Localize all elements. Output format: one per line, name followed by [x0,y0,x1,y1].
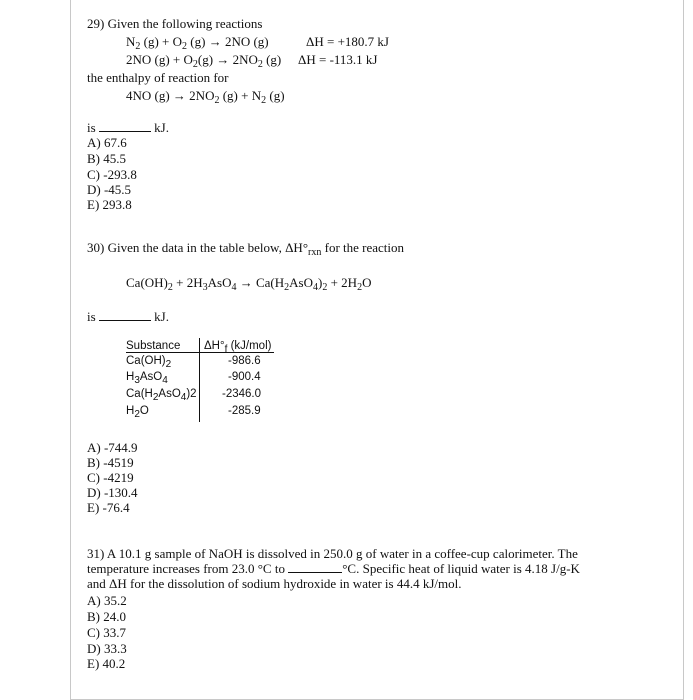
table-header-rule-right [200,352,274,353]
q29-dh-1: ΔH = +180.7 kJ [306,34,389,49]
q30-reaction: $Ca(OH)_2 + 2H_3AsO_4 \to Ca(H_2AsO_4)_2 + 2H_2O$ [126,275,372,293]
q29-answer-blank[interactable] [99,120,151,132]
q30-choice-a[interactable]: A) -744.9 [87,440,138,455]
q31-line-3: and ΔH for the dissolution of sodium hydroxide in water is 44.4 kJ/mol. [87,576,462,591]
q29-choice-a[interactable]: A) 67.6 [87,135,127,150]
q29-reaction-1: $N_2$ $(g) + O_2$ (g) → 2NO (g) [126,34,269,52]
table-row-4-value: -285.9 [228,405,261,417]
table-header-substance: Substance [126,340,181,352]
table-divider [199,338,200,422]
table-header-rule-left [126,352,200,353]
q29-prompt: 29) Given the following reactions [87,16,263,31]
q31-choice-e[interactable]: E) 40.2 [87,656,126,671]
q31-choice-c[interactable]: C) 33.7 [87,625,126,640]
q31-choice-b[interactable]: B) 24.0 [87,609,126,624]
q31-answer-blank[interactable] [288,561,342,573]
q30-choice-c[interactable]: C) -4219 [87,470,134,485]
q30-prompt: 30) Given the data in the table below, $\Delta H^\circ_{rxn}$ for the reaction [87,240,405,258]
q30-choice-d[interactable]: D) -130.4 [87,485,138,500]
table-header-enthalpy: $\Delta H^\circ_f$ (kJ/mol) [204,340,272,355]
table-row-3-value: -2346.0 [222,388,262,400]
q30-answer-blank[interactable] [99,309,151,321]
q29-enthalpy-text: the enthalpy of reaction for [87,70,229,85]
table-row-1-value: -986.6 [228,355,261,367]
q29-choice-c[interactable]: C) -293.8 [87,167,137,182]
q29-dh-2: ΔH = -113.1 kJ [298,52,378,67]
table-row-3-substance: $Ca(H_2AsO_4)2$ [126,388,197,403]
q29-choice-e[interactable]: E) 293.8 [87,197,132,212]
table-row-1-substance: $Ca(OH)_2$ [126,355,172,370]
q30-choice-e[interactable]: E) -76.4 [87,500,130,515]
q29-target-reaction: 4NO $(g) \to 2NO_2$ $(g) + N_2$ (g) [126,88,285,106]
q29-answer-line: is kJ. [87,120,169,135]
q31-line-2: temperature increases from 23.0 °C to °C. Specific heat of liquid water is 4.18 J/g-K [87,561,580,576]
q31-choice-a[interactable]: A) 35.2 [87,593,127,608]
q30-answer-line: is kJ. [87,309,169,324]
table-row-4-substance: $H_2O$ [126,405,149,420]
q29-choice-d[interactable]: D) -45.5 [87,182,132,197]
q29-reaction-2: 2NO $(g) + O_2(g) \to 2NO_2$ (g) [126,52,282,70]
q31-choice-d[interactable]: D) 33.3 [87,641,127,656]
q29-choice-b[interactable]: B) 45.5 [87,151,126,166]
q30-choice-b[interactable]: B) -4519 [87,455,134,470]
table-row-2-substance: $H_3AsO_4$ [126,371,168,386]
q31-line-1: 31) A 10.1 g sample of NaOH is dissolved in 250.0 g of water in a coffee-cup calorimeter. The [87,546,578,561]
table-row-2-value: -900.4 [228,371,261,383]
